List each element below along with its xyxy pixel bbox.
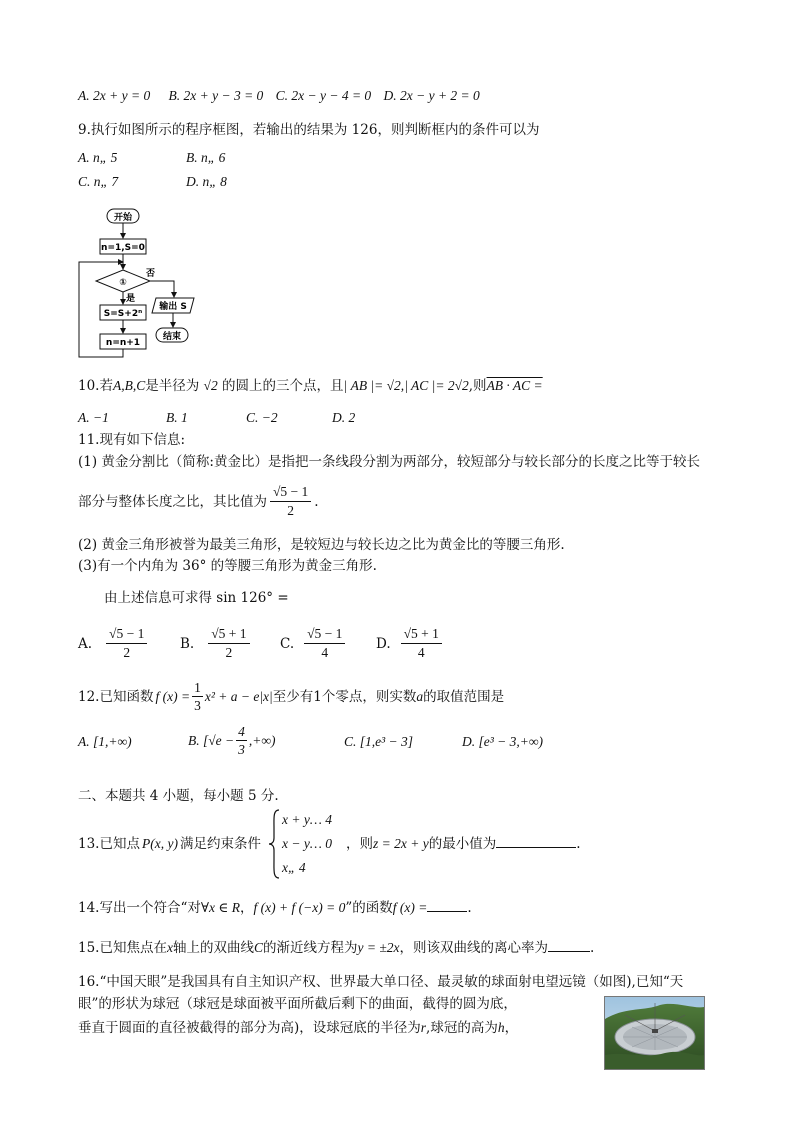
q10-dot-product: AB · AC = xyxy=(486,378,543,393)
flow-init-label: n=1,S=0 xyxy=(101,243,145,253)
q13-constraint-2: x − y… 0 xyxy=(282,836,332,851)
q12-stem: 12.已知函数 f (x) = $\frac{1}{3}$ x² + a − e|x| 至少有1个零点，则实数 a 的取值范围是 xyxy=(78,680,505,714)
q11-p1-line2: 部分与整体长度之比，其比值为 $\frac{√5 - 1}{2}$ . xyxy=(78,484,319,519)
q16-line2: 眼”的形状为球冠（球冠是球面被平面所截后剩下的曲面，截得的圆为底， xyxy=(78,996,517,1012)
q12-option-a: A. [1,+∞) xyxy=(78,734,132,749)
q13-stem-tail: ，则z = 2x + y的最小值为 . xyxy=(346,836,581,852)
q12-option-c: C. [1,e³ − 3] xyxy=(344,734,414,749)
q12-option-b: B. [√e − $\frac{4}{3}$ ,+∞) xyxy=(188,724,276,757)
q13-answer-blank[interactable] xyxy=(496,847,576,848)
q11-golden-ratio: $\frac{√5 - 1}{2}$ xyxy=(270,484,311,519)
flow-decision-label: ① xyxy=(119,278,127,288)
section-2-heading: 二、本题共 4 小题，每小题 5 分. xyxy=(78,788,279,804)
q14-answer-blank[interactable] xyxy=(427,911,467,912)
q10-option-c: C. −2 xyxy=(246,410,278,425)
q9-option-a: A. n„ 5 xyxy=(78,150,118,165)
q11-title: 11.现有如下信息: xyxy=(78,432,186,448)
q13-stem: 13.已知点 P(x, y) 满足约束条件 xyxy=(78,836,261,852)
q8-option-b: B. 2x + y − 3 = 0 xyxy=(168,88,264,103)
q11-option-d: D. $\frac{√5 + 1}{4}$ xyxy=(376,626,445,661)
q10-stem: 10.若A,B,C是半径为 √2 的圆上的三个点，且| AB |= √2,| AC |= 2√2,则AB · AC = xyxy=(78,378,543,394)
q16-line1: 16.“中国天眼”是我国具有自主知识产权、世界最大单口径、最灵敏的球面射电望远镜（如图),已知“天 xyxy=(78,974,684,990)
flow-start-label: 开始 xyxy=(113,213,133,223)
radio-telescope-photo-icon xyxy=(604,996,705,1070)
flow-update-s-label: S=S+2ⁿ xyxy=(103,309,143,319)
q11-option-c: C. $\frac{√5 - 1}{4}$ xyxy=(280,626,348,661)
q9-stem: 9.执行如图所示的程序框图，若输出的结果为 126，则判断框内的条件可以为 xyxy=(78,122,540,138)
q8-option-c: C. 2x − y − 4 = 0 xyxy=(275,88,372,103)
q10-radius: √2 xyxy=(203,378,218,393)
q15-answer-blank[interactable] xyxy=(548,951,590,952)
q12-option-d: D. [e³ − 3,+∞) xyxy=(462,734,544,749)
q8-option-a: A. 2x + y = 0 xyxy=(78,88,151,103)
q14-stem: 14.写出一个符合“对∀x ∈ R，f (x) + f (−x) = 0”的函数f (x) = . xyxy=(78,900,472,916)
q9-option-b: B. n„ 6 xyxy=(186,150,226,165)
q9-flowchart xyxy=(70,202,210,364)
flow-end-label: 结束 xyxy=(162,332,182,342)
q11-option-b: B. $\frac{√5 + 1}{2}$ xyxy=(180,626,253,661)
q8-option-d: D. 2x − y + 2 = 0 xyxy=(383,88,480,103)
q11-p2: (2) 黄金三角形被誉为最美三角形，是较短边与较长边之比为黄金比的等腰三角形. xyxy=(78,537,565,553)
q11-ask: 由上述信息可求得 sin 126° = xyxy=(104,590,289,606)
q8-options-line xyxy=(78,88,480,104)
q13-constraint-1: x + y… 4 xyxy=(282,812,332,827)
q11-p1-line1: (1) 黄金分割比（简称:黄金比）是指把一条线段分割为两部分，较短部分与较长部分的长度之比等于较长 xyxy=(78,454,700,470)
flow-no-label: 否 xyxy=(146,269,156,279)
q16-line3: 垂直于圆面的直径被截得的部分为高)，设球冠底的半径为r,球冠的高为h， xyxy=(78,1020,519,1036)
flow-output-label: 输出 S xyxy=(159,302,187,312)
q9-option-d: D. n„ 8 xyxy=(186,174,227,189)
q9-option-c: C. n„ 7 xyxy=(78,174,119,189)
flow-yes-label: 是 xyxy=(126,294,136,304)
q10-option-a: A. −1 xyxy=(78,410,109,425)
flow-update-n-label: n=n+1 xyxy=(105,338,141,348)
q13-brace xyxy=(268,808,280,880)
q13-constraint-3: x„ 4 xyxy=(282,860,306,875)
q10-option-d: D. 2 xyxy=(332,410,356,425)
q11-p3: (3)有一个内角为 36° 的等腰三角形为黄金三角形. xyxy=(78,558,377,574)
q10-option-b: B. 1 xyxy=(166,410,188,425)
q15-stem: 15.已知焦点在x轴上的双曲线C的渐近线方程为y = ±2x，则该双曲线的离心率为 . xyxy=(78,940,595,956)
q11-option-a: A. $\frac{√5 - 1}{2}$ xyxy=(78,626,150,661)
